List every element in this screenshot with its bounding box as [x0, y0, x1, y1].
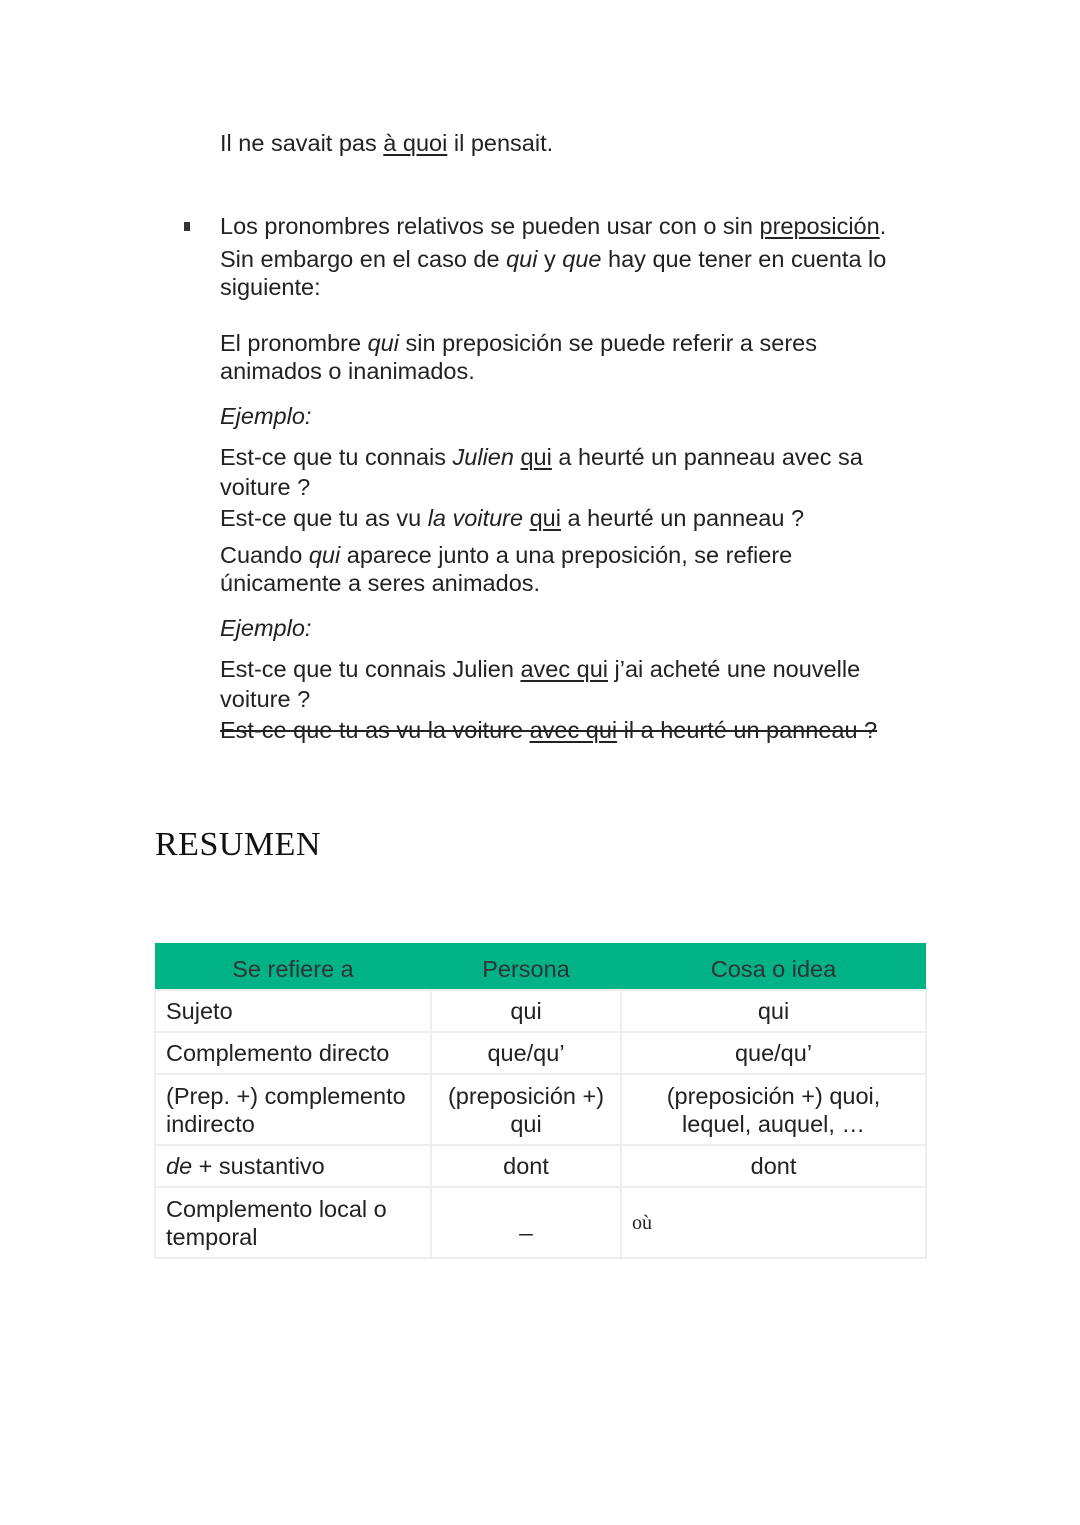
- text-segment: y: [537, 246, 563, 272]
- italic-word: Julien: [452, 444, 514, 470]
- persona-cell: qui: [431, 990, 621, 1032]
- italic-word: qui: [367, 330, 399, 356]
- text-segment: Il ne savait pas: [220, 130, 384, 156]
- text-segment: a heurté un panneau ?: [560, 505, 805, 531]
- underlined-phrase: avec qui: [529, 717, 618, 743]
- cosa-cell: qui: [621, 990, 926, 1032]
- text-segment: Sin embargo en el caso de: [220, 246, 507, 272]
- section1-example-1: [220, 443, 863, 472]
- section1-example-2: [220, 504, 804, 533]
- text-segment: Cuando: [220, 542, 309, 568]
- row-label: Sujeto: [155, 990, 431, 1032]
- section2-example-label: Ejemplo:: [220, 615, 312, 641]
- text-segment: Los pronombres relativos se pueden usar con o sin: [220, 213, 760, 239]
- text-segment: + sustantivo: [192, 1153, 325, 1179]
- header-cell: Persona: [431, 943, 621, 990]
- section1-example-1-cont: voiture ?: [220, 474, 311, 500]
- cell-line: Complemento local o: [166, 1195, 387, 1222]
- cell-line: indirecto: [166, 1110, 255, 1137]
- underlined-phrase: avec qui: [520, 656, 608, 682]
- text-segment: Est-ce que tu connais Julien: [220, 656, 521, 682]
- cell-line: temporal: [166, 1223, 258, 1250]
- text-segment: a heurté un panneau avec sa: [551, 444, 863, 470]
- cosa-cell: dont: [621, 1145, 926, 1187]
- section1-line-1: [220, 329, 817, 358]
- bullet-line-2: [220, 245, 886, 274]
- cell-line: qui: [510, 1110, 542, 1137]
- text-segment: j’ai acheté une nouvelle: [607, 656, 861, 682]
- section2-line-2: únicamente a seres animados.: [220, 570, 541, 596]
- persona-cell: _: [431, 1187, 621, 1258]
- header-cell: Cosa o idea: [621, 943, 926, 990]
- italic-phrase: la voiture: [427, 505, 524, 531]
- cosa-cell: que/qu’: [621, 1032, 926, 1074]
- cosa-cell: [621, 1074, 926, 1145]
- text-segment: Est-ce que tu as vu: [220, 505, 428, 531]
- persona-cell: dont: [431, 1145, 621, 1187]
- table-row: [155, 1032, 926, 1074]
- text-segment: .: [879, 213, 887, 239]
- text-segment: il pensait.: [447, 130, 554, 156]
- cell-line: (Prep. +) complemento: [166, 1082, 406, 1109]
- italic-word: que: [562, 246, 602, 272]
- cell-line: (preposición +) quoi,: [666, 1082, 881, 1109]
- header-cell: Se refiere a: [155, 943, 431, 990]
- section2-line-1: [220, 541, 792, 570]
- text-segment: hay que tener en cuenta lo: [601, 246, 887, 272]
- section2-example-1-cont: voiture ?: [220, 686, 311, 712]
- section2-example-2-struck: [220, 716, 877, 745]
- underlined-word: preposición: [759, 213, 880, 239]
- persona-cell: que/qu’: [431, 1032, 621, 1074]
- italic-word: qui: [506, 246, 538, 272]
- row-label: [155, 1074, 431, 1145]
- cell-line: (preposición +): [447, 1082, 605, 1109]
- table-row: [155, 1187, 926, 1258]
- example-sentence-a-quoi: [220, 129, 553, 158]
- text-segment: il a heurté un panneau ?: [617, 717, 878, 743]
- summary-table: [154, 943, 927, 1259]
- row-label: [155, 1145, 431, 1187]
- section1-example-label: Ejemplo:: [220, 403, 312, 429]
- table-row: [155, 1145, 926, 1187]
- section2-example-1: [220, 655, 860, 684]
- bullet-marker: [184, 222, 190, 231]
- bullet-line-1: [220, 212, 886, 241]
- text-segment: Est-ce que tu connais: [220, 444, 453, 470]
- table-row: [155, 1074, 926, 1145]
- text-segment: El pronombre: [220, 330, 368, 356]
- table-row: [155, 990, 926, 1032]
- italic-word: qui: [308, 542, 341, 568]
- cosa-cell: où: [621, 1187, 926, 1258]
- underlined-word: qui: [520, 444, 552, 470]
- italic-word: de: [166, 1153, 193, 1179]
- underlined-word: qui: [529, 505, 561, 531]
- cell-line: lequel, auquel, …: [682, 1110, 865, 1137]
- row-label: Complemento directo: [155, 1032, 431, 1074]
- table-header-row: [155, 943, 926, 990]
- persona-cell: [431, 1074, 621, 1145]
- underlined-phrase: à quoi: [383, 130, 448, 156]
- section1-line-2: animados o inanimados.: [220, 358, 475, 384]
- row-label: [155, 1187, 431, 1258]
- page-title: RESUMEN: [155, 826, 321, 863]
- bullet-line-3: siguiente:: [220, 274, 321, 300]
- text-segment: Est-ce que tu as vu la voiture: [220, 717, 530, 743]
- text-segment: aparece junto a una preposición, se refiere: [340, 542, 793, 568]
- text-segment: sin preposición se puede referir a seres: [398, 330, 817, 356]
